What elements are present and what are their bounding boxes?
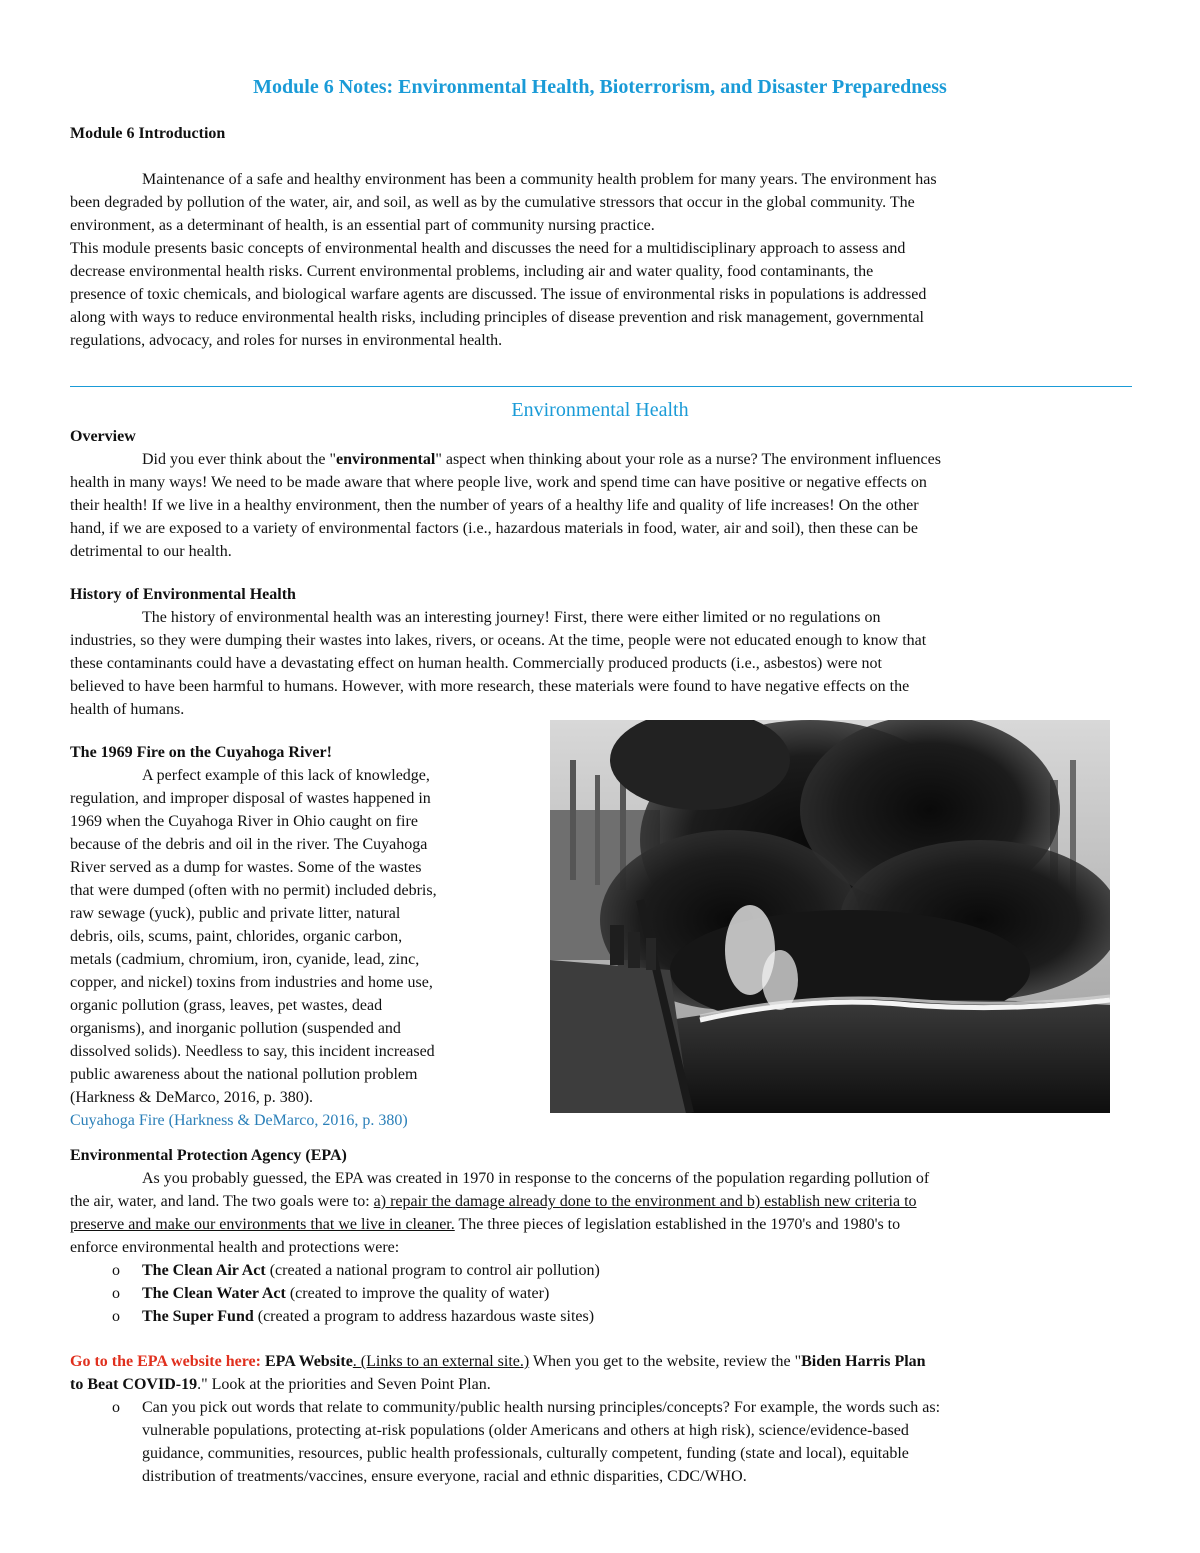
history-line-5: health of humans. <box>70 701 185 718</box>
epa-line-1: As you probably guessed, the EPA was created in 1970 in response to the concerns of the population regarding pollution of <box>142 1170 930 1187</box>
epa-line-2 <box>70 1190 1130 1213</box>
bullet-marker: o <box>112 1262 120 1279</box>
plan-name: to Beat COVID-19 <box>70 1376 198 1393</box>
epa-text: The three pieces of legislation established in the 1970's and 1980's to <box>454 1216 901 1233</box>
section-title: Environmental Health <box>511 399 689 421</box>
fire-heading: The 1969 Fire on the Cuyahoga River! <box>70 744 332 761</box>
epa-line-3 <box>70 1213 1130 1236</box>
section-divider <box>70 386 1132 387</box>
cuyahoga-fire-photo <box>550 720 1110 1113</box>
fire-line: organisms), and inorganic pollution (suspended and <box>70 1020 401 1037</box>
intro-p1-line-1: Maintenance of a safe and healthy environment has been a community health problem for many years. The environment has <box>142 171 937 188</box>
overview-line-3: their health! If we live in a healthy environment, then the number of years of a healthy life and quality of life increases! On the other <box>70 497 919 514</box>
fire-line: River served as a dump for wastes. Some of the wastes <box>70 859 422 876</box>
plan-name: Biden Harris Plan <box>801 1353 926 1370</box>
question-line: vulnerable populations, protecting at-risk populations (older Americans and others at high risk), science/evidence-based <box>142 1422 909 1439</box>
fire-line: 1969 when the Cuyahoga River in Ohio caught on fire <box>70 813 418 830</box>
question-line: Can you pick out words that relate to community/public health nursing principles/concepts? For example, the words such as: <box>142 1399 941 1416</box>
act-desc: (created a national program to control air pollution) <box>265 1262 600 1279</box>
fire-line: because of the debris and oil in the river. The Cuyahoga <box>70 836 428 853</box>
overview-heading: Overview <box>70 428 136 445</box>
question-line: distribution of treatments/vaccines, ensure everyone, racial and ethnic disparities, CDC/WHO. <box>142 1468 747 1485</box>
epa-website-line-2 <box>70 1373 1130 1396</box>
epa-goals-underlined: preserve and make our environments that we live in cleaner. <box>70 1216 455 1233</box>
page-title: Module 6 Notes: Environmental Health, Bioterrorism, and Disaster Preparedness <box>253 76 947 98</box>
history-line-3: these contaminants could have a devastating effect on human health. Commercially produced products (i.e., asbestos) were not <box>70 655 882 672</box>
fire-line: organic pollution (grass, leaves, pet wastes, dead <box>70 997 383 1014</box>
overview-line-2: health in many ways! We need to be made aware that where people live, work and spend time can have positive or negative effects on <box>70 474 927 491</box>
intro-p1-line-2: been degraded by pollution of the water, air, and soil, as well as by the cumulative stressors that occur in the global community. The <box>70 194 915 211</box>
history-line-2: industries, so they were dumping their wastes into lakes, rivers, or oceans. At the time, people were not educated enough to know that <box>70 632 927 649</box>
act-desc: (created to improve the quality of water) <box>285 1285 550 1302</box>
overview-line-4: hand, if we are exposed to a variety of environmental factors (i.e., hazardous materials in food, water, air and soil), then these can be <box>70 520 918 537</box>
fire-line: that were dumped (often with no permit) included debris, <box>70 882 437 899</box>
fire-line: dissolved solids). Needless to say, this incident increased <box>70 1043 435 1060</box>
fire-line: debris, oils, scums, paint, chlorides, organic carbon, <box>70 928 403 945</box>
overview-text: Did you ever think about the " <box>142 451 337 468</box>
history-line-4: believed to have been harmful to humans. However, with more research, these materials were found to have negative effects on the <box>70 678 910 695</box>
act-name: The Super Fund <box>142 1308 254 1325</box>
epa-heading: Environmental Protection Agency (EPA) <box>70 1147 347 1164</box>
intro-p2-line-1: This module presents basic concepts of environmental health and discusses the need for a multidisciplinary approach to assess and <box>70 240 906 257</box>
intro-p2-line-2: decrease environmental health risks. Current environmental problems, including air and water quality, food contaminants, the <box>70 263 874 280</box>
external-link-note[interactable]: . (Links to an external site.) <box>352 1353 530 1370</box>
intro-p2-line-4: along with ways to reduce environmental health risks, including principles of disease prevention and risk management, governmental <box>70 309 924 326</box>
website-text: ." Look at the priorities and Seven Point Plan. <box>197 1376 491 1393</box>
intro-heading: Module 6 Introduction <box>70 125 226 142</box>
epa-website-line-1 <box>70 1350 1130 1373</box>
intro-p2-line-5: regulations, advocacy, and roles for nurses in environmental health. <box>70 332 503 349</box>
overview-text: " aspect when thinking about your role as a nurse? The environment influences <box>435 451 941 468</box>
overview-line-5: detrimental to our health. <box>70 543 232 560</box>
act-desc: (created a program to address hazardous waste sites) <box>253 1308 595 1325</box>
photo-caption: Cuyahoga Fire (Harkness & DeMarco, 2016, p. 380) <box>70 1112 408 1129</box>
overview-emphasis: environmental <box>336 451 436 468</box>
fire-line: public awareness about the national pollution problem <box>70 1066 418 1083</box>
epa-website-link[interactable]: EPA Website. (Links to an external site.) <box>264 1353 530 1370</box>
history-heading: History of Environmental Health <box>70 586 296 603</box>
fire-line: (Harkness & DeMarco, 2016, p. 380). <box>70 1089 314 1106</box>
fire-line: A perfect example of this lack of knowledge, <box>142 767 430 784</box>
intro-p1-line-3: environment, as a determinant of health, is an essential part of community nursing practice. <box>70 217 655 234</box>
fire-line: copper, and nickel) toxins from industries and home use, <box>70 974 433 991</box>
intro-p2-line-3: presence of toxic chemicals, and biological warfare agents are discussed. The issue of environmental risks in populations is addressed <box>70 286 927 303</box>
bullet-marker: o <box>112 1399 120 1416</box>
fire-line: raw sewage (yuck), public and private litter, natural <box>70 905 401 922</box>
epa-website-prompt: Go to the EPA website here: <box>70 1353 261 1370</box>
bullet-marker: o <box>112 1285 120 1302</box>
epa-goals-underlined: a) repair the damage already done to the environment and b) establish new criteria to <box>373 1193 917 1210</box>
fire-line: metals (cadmium, chromium, iron, cyanide, lead, zinc, <box>70 951 420 968</box>
history-line-1: The history of environmental health was an interesting journey! First, there were either limited or no regulations on <box>142 609 881 626</box>
epa-text: the air, water, and land. The two goals were to: <box>70 1193 374 1210</box>
act-name: The Clean Water Act <box>142 1285 286 1302</box>
fire-line: regulation, and improper disposal of wastes happened in <box>70 790 431 807</box>
website-text: When you get to the website, review the " <box>529 1353 802 1370</box>
overview-line-1 <box>142 448 1130 471</box>
question-line: guidance, communities, resources, public health professionals, culturally competent, funding (state and local), equitable <box>142 1445 909 1462</box>
epa-line-4: enforce environmental health and protections were: <box>70 1239 400 1256</box>
bullet-marker: o <box>112 1308 120 1325</box>
act-name: The Clean Air Act <box>142 1262 266 1279</box>
